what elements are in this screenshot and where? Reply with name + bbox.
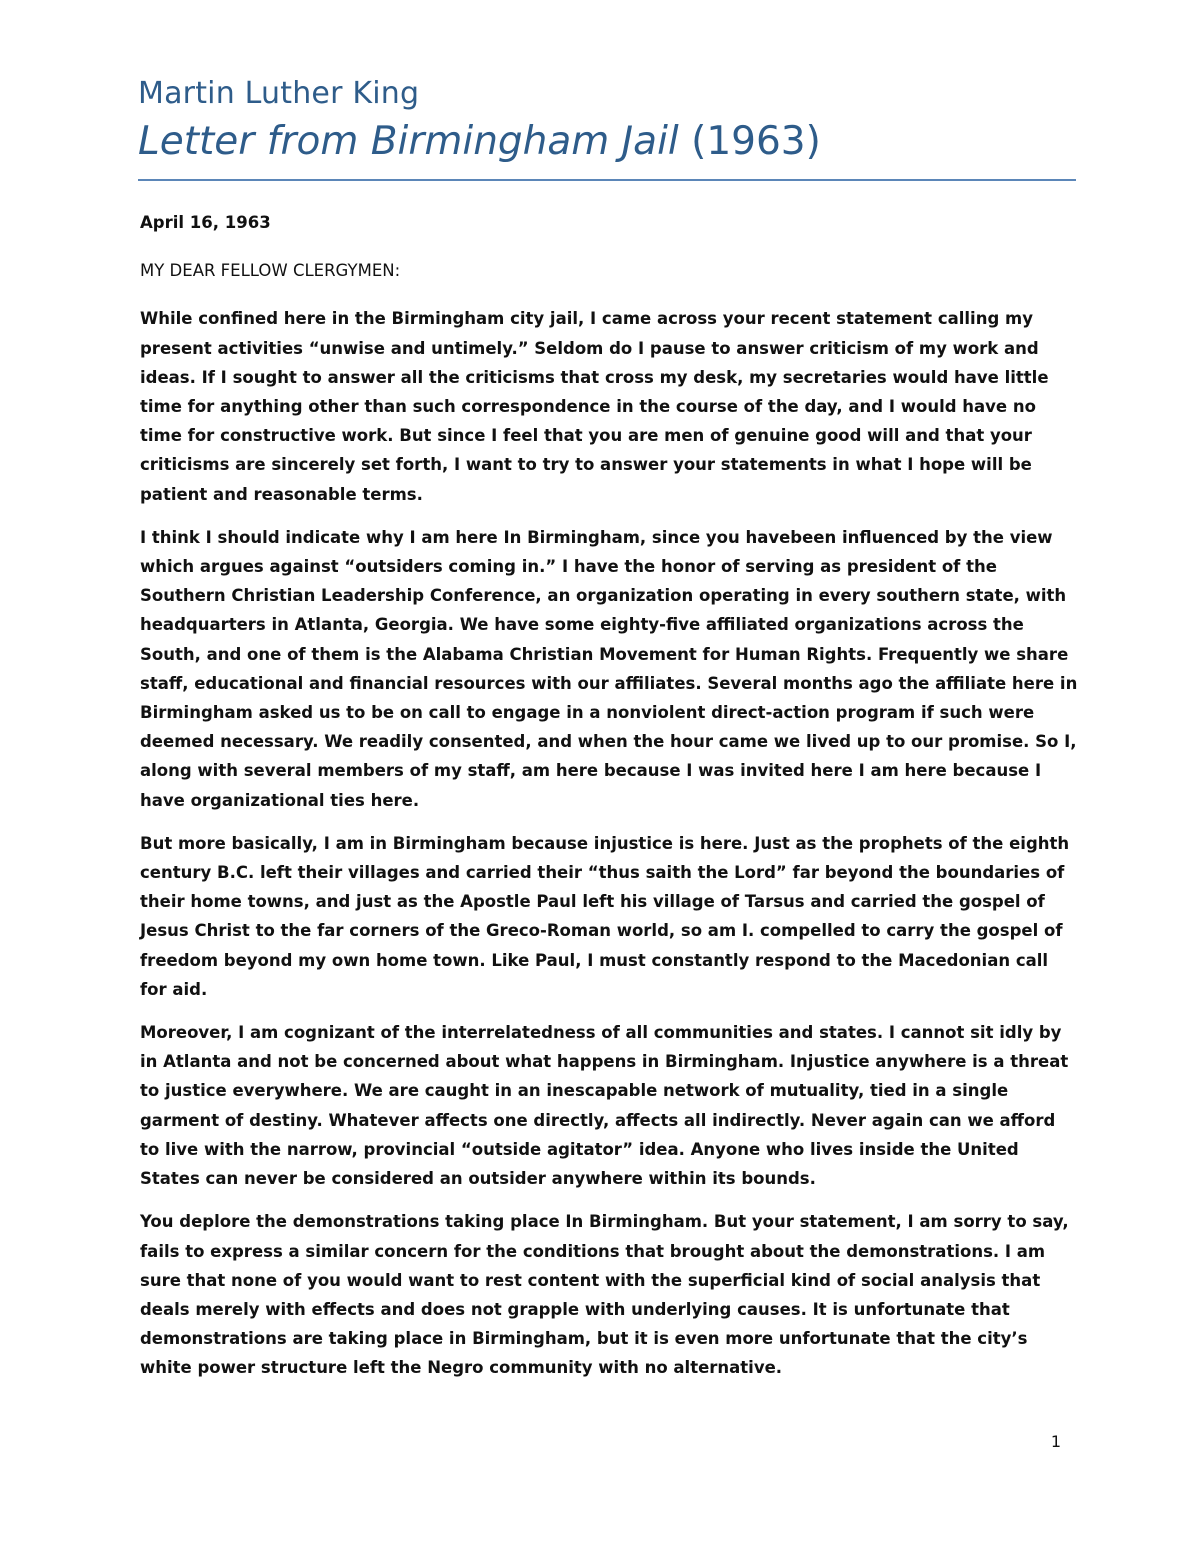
page-number: 1 [1050, 1432, 1062, 1451]
title-divider [138, 179, 1076, 181]
paragraph-4: Moreover, I am cognizant of the interrelatedness of all communities and states. I cannot sit idly by in Atlanta and not be concerned about what happens in Birmingham. Injustice anywhere is a threat to justice everywhere. We are caught in an inescapable network of mutuality, tied in a single garment of destiny. Whatever affects one directly, affects all indirectly. Never again can we afford to live with the narrow, provincial “outside agitator” idea. Anyone who lives inside the United States can never be considered an outsider anywhere within its bounds. [140, 1023, 1069, 1189]
letter-salutation: MY DEAR FELLOW CLERGYMEN: [140, 261, 401, 281]
letter-body [140, 208, 1080, 1397]
paragraph-3: But more basically, I am in Birmingham because injustice is here. Just as the prophets of the eighth century B.C. left their villages and carried their “thus saith the Lord” far beyond the boundaries of their home towns, and just as the Apostle Paul left his village of Tarsus and carried the gospel of Jesus Christ to the far corners of the Greco-Roman world, so am I. compelled to carry the gospel of freedom beyond my own home town. Like Paul, I must constantly respond to the Macedonian call for aid. [140, 833, 1070, 999]
document-header [138, 74, 1076, 166]
paragraph-2: I think I should indicate why I am here In Birmingham, since you havebeen influenced by the view which argues against “outsiders coming in.” I have the honor of serving as president of the Southern Christian Leadership Conference, an organization operating in every southern state, with headquarters in Atlanta, Georgia. We have some eighty-five affiliated organizations across the South, and one of them is the Alabama Christian Movement for Human Rights. Frequently we share staff, educational and financial resources with our affiliates. Several months ago the affiliate here in Birmingham asked us to be on call to engage in a nonviolent direct-action program if such were deemed necessary. We readily consented, and when the hour came we lived up to our promise. So I, along with several members of my staff, am here because I was invited here I am here because I have organizational ties here. [140, 527, 1078, 810]
title-italic-text: Letter from Birmingham Jail [138, 119, 679, 164]
author-name: Martin Luther King [138, 76, 420, 111]
letter-date: April 16, 1963 [140, 213, 271, 232]
document-title [138, 118, 1076, 166]
paragraph-5: You deplore the demonstrations taking place In Birmingham. But your statement, I am sorry to say, fails to express a similar concern for the conditions that brought about the demonstrations. I am sure that none of you would want to rest content with the superficial kind of social analysis that deals merely with effects and does not grapple with underlying causes. It is unfortunate that demonstrations are taking place in Birmingham, but it is even more unfortunate that the city’s white power structure left the Negro community with no alternative. [140, 1212, 1069, 1378]
title-year: (1963) [691, 119, 821, 164]
paragraph-1: While confined here in the Birmingham city jail, I came across your recent statement calling my present activities “unwise and untimely.” Seldom do I pause to answer criticism of my work and ideas. If I sought to answer all the criticisms that cross my desk, my secretaries would have little time for anything other than such correspondence in the course of the day, and I would have no time for constructive work. But since I feel that you are men of genuine good will and that your criticisms are sincerely set forth, I want to try to answer your statements in what I hope will be patient and reasonable terms. [140, 309, 1049, 504]
